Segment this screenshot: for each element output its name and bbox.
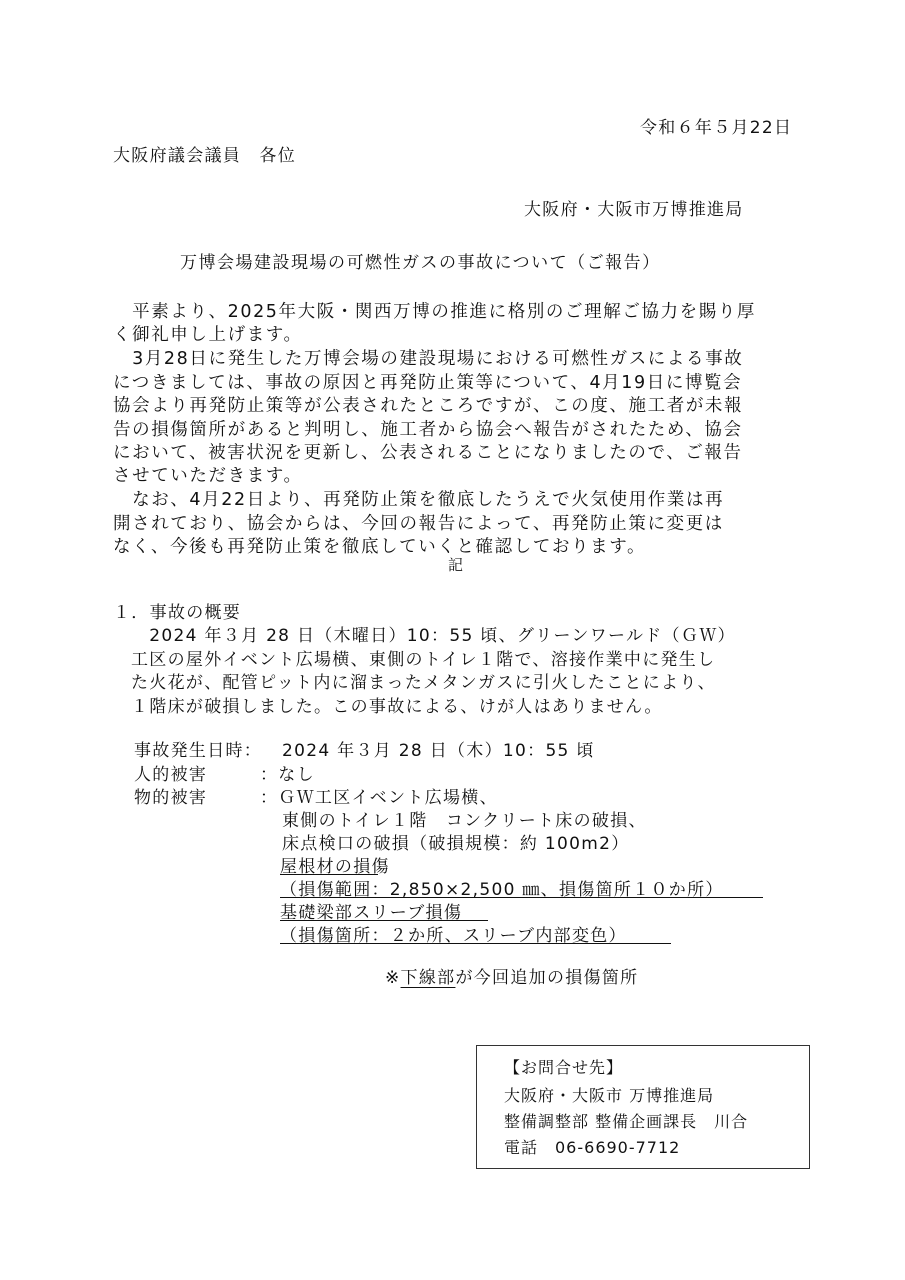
human-damage-label: 人的被害 <box>134 765 208 785</box>
added-damage-line: （損傷範囲：2,850×2,500 ㎜、損傷箇所１０か所） <box>280 880 724 900</box>
contact-heading: 【お問合せ先】 <box>504 1058 624 1077</box>
note-prefix: ※ <box>385 968 401 988</box>
property-damage-line: ：ＧＷ工区イベント広場横、 <box>260 788 498 808</box>
human-damage-value: ：なし <box>260 765 315 785</box>
section-line: 工区の屋外イベント広場横、東側のトイレ１階で、溶接作業中に発生し <box>131 650 716 670</box>
intro-line: 3月28日に発生した万博会場の建設現場における可燃性ガスによる事故 <box>113 349 744 369</box>
section-line: 2024 年３月 28 日（木曜日）10：55 頃、グリーンワールド（ＧＷ） <box>131 626 736 646</box>
intro-line: させていただきます。 <box>113 466 303 486</box>
addressee: 大阪府議会議員 各位 <box>113 146 296 166</box>
added-damage-line: 基礎梁部スリーブ損傷 <box>280 903 463 923</box>
section-line: た火花が、配管ピット内に溜まったメタンガスに引火したことにより、 <box>131 673 716 693</box>
property-damage-line: 床点検口の破損（破損規模：約 100m2） <box>282 834 630 854</box>
property-damage-label: 物的被害 <box>134 788 208 808</box>
added-damage-line: 屋根材の損傷 <box>280 857 390 877</box>
document-date: 令和６年５月22日 <box>640 118 793 138</box>
intro-line: なく、今後も再発防止策を徹底していくと確認しております。 <box>113 537 647 557</box>
contact-dept: 整備調整部 整備企画課長 川合 <box>504 1112 749 1131</box>
intro-line: 告の損傷箇所があると判明し、施工者から協会へ報告がされたため、協会 <box>113 420 743 440</box>
intro-line: 開されており、協会からは、今回の報告によって、再発防止策に変更は <box>113 514 724 534</box>
note-underlined-text: 下線部 <box>400 968 456 988</box>
intro-line: く御礼申し上げます。 <box>113 325 303 345</box>
datetime-value: 2024 年３月 28 日（木）10：55 頃 <box>282 741 595 761</box>
intro-line: において、被害状況を更新し、公表されることになりましたので、ご報告 <box>113 443 743 463</box>
added-damage-underline <box>280 943 671 944</box>
underline-note <box>385 963 638 988</box>
section-line: １階床が破損しました。この事故による、けが人はありません。 <box>131 697 663 717</box>
contact-phone: 電話 06-6690-7712 <box>504 1138 681 1157</box>
document-title: 万博会場建設現場の可燃性ガスの事故について（ご報告） <box>180 253 661 273</box>
added-damage-line: （損傷箇所：２か所、スリーブ内部変色） <box>280 926 627 946</box>
sender: 大阪府・大阪市万博推進局 <box>524 200 744 220</box>
datetime-label: 事故発生日時： <box>134 741 263 761</box>
intro-line: につきましては、事故の原因と再発防止策等について、4月19日に博覧会 <box>113 373 743 393</box>
intro-line: 平素より、2025年大阪・関西万博の推進に格別のご理解ご協力を賜り厚 <box>113 302 757 322</box>
contact-org: 大阪府・大阪市 万博推進局 <box>504 1086 715 1105</box>
note-suffix: が今回追加の損傷箇所 <box>455 968 639 988</box>
property-damage-line: 東側のトイレ１階 コンクリート床の破損、 <box>282 811 647 831</box>
contact-box <box>476 1045 810 1169</box>
section-heading: １．事故の概要 <box>113 603 242 623</box>
intro-line: 協会より再発防止策等が公表されたところですが、この度、施工者が未報 <box>113 396 744 416</box>
intro-line: なお、4月22日より、再発防止策を徹底したうえで火気使用作業は再 <box>113 490 725 510</box>
ki-marker: 記 <box>448 556 464 574</box>
